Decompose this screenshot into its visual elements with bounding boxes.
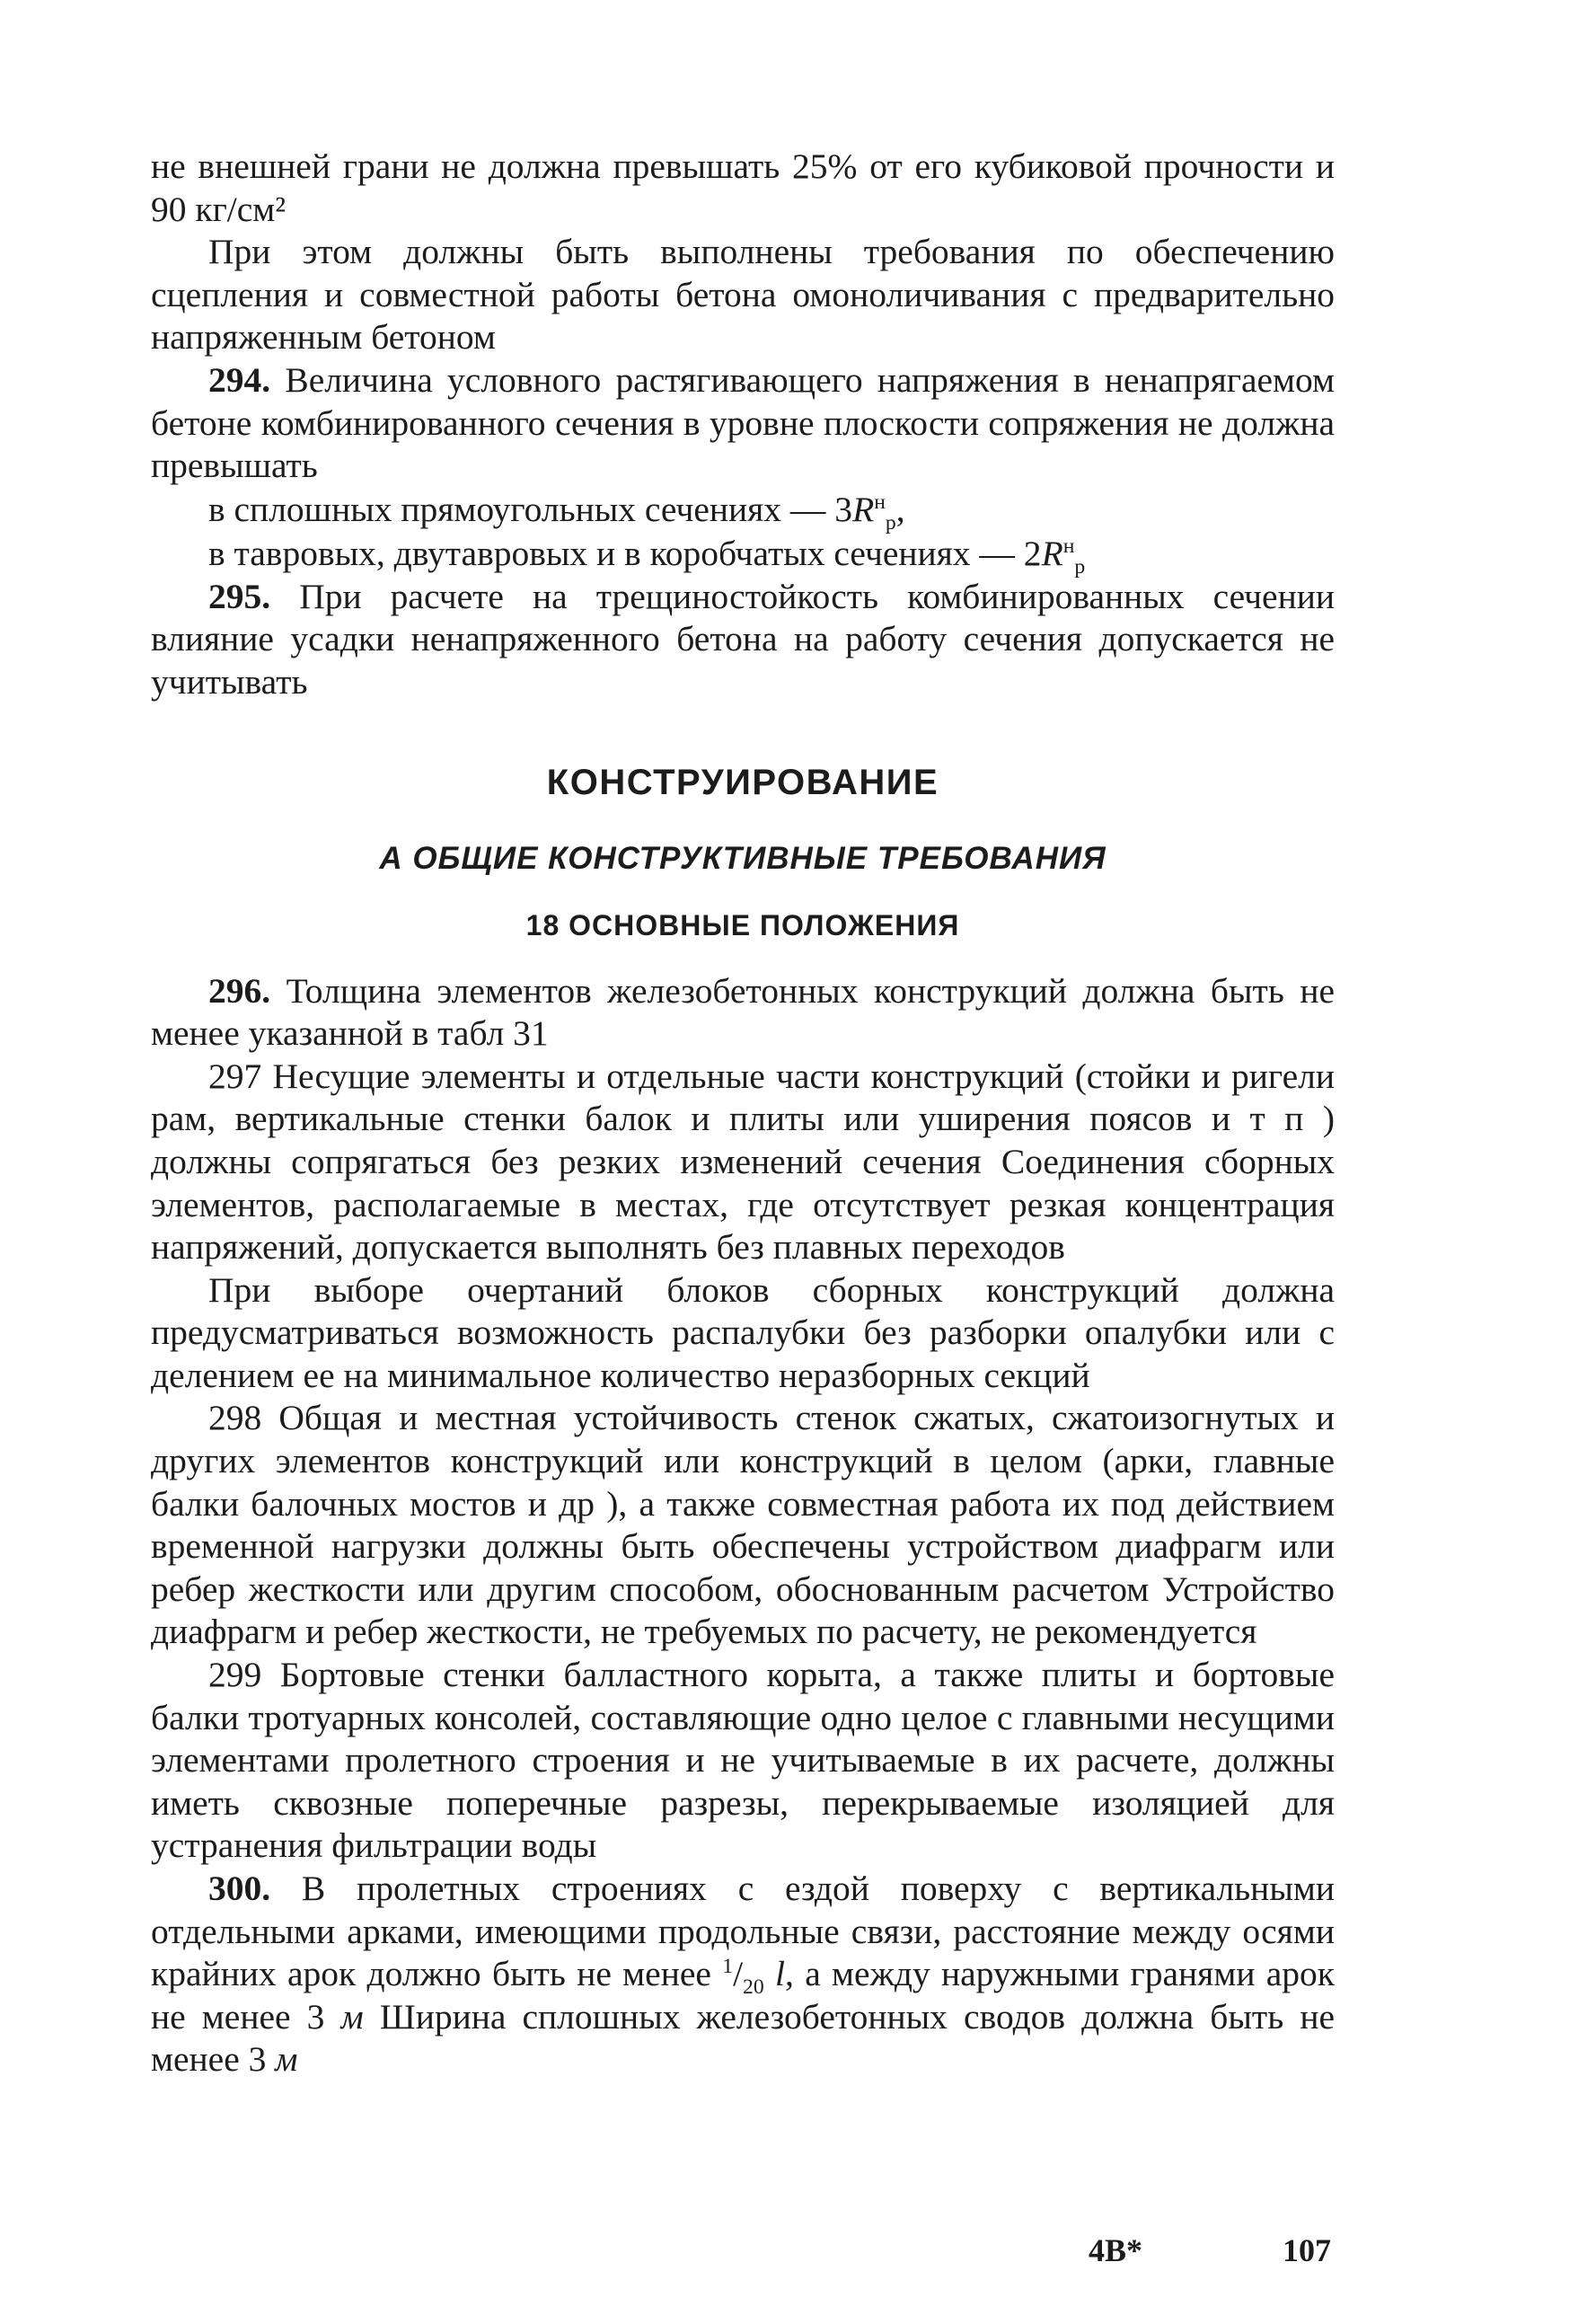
paragraph-295	[151, 576, 1335, 704]
paragraph-text: При расчете на трещиностойкость комбинированных сечении влияние усадки ненапряженного бетона на работу сечения допускается не учитывать	[151, 576, 1335, 702]
paragraph-300: 300. В пролетных строениях с ездой поверху с вертикальными отдельными арками, имеющими продольные связи, расстояние между осями крайних арок должно быть не менее $^1/_{20}$ l, а между наружными гранями арок не менее 3 м Ширина сплошных железобетонных сводов должна быть не менее 3 м	[151, 1869, 1335, 2080]
subsection-heading: 18 ОСНОВНЫЕ ПОЛОЖЕНИЯ	[525, 908, 960, 941]
unit-meter: м	[340, 1996, 364, 2037]
paragraph-text: Бортовые стенки балластного корыта, а также плиты и бортовые балки тротуарных консолей, составляющие одно целое с главными несущими элементами пролетного строения и не учитываемые в их расчете, должны иметь сквозные поперечные разрезы, перекрываемые изоляцией для устранения фильтрации воды	[151, 1655, 1335, 1866]
paragraph-continuation-2	[151, 231, 1335, 359]
paragraph-text: В пролетных строениях с ездой поверху с вертикальными отдельными арками, имеющими продольные связи, расстояние между осями крайних арок должно быть не менее	[151, 1869, 1335, 1994]
paragraph-text: Ширина сплошных железобетонных сводов должна быть не менее 3	[151, 1996, 1335, 2080]
paragraph-text: При этом должны быть выполнены требования по обеспечению сцепления и совместной работы бетона омоноличивания с предварительно напряженным бетоном	[151, 232, 1335, 358]
paragraph-number: 294.	[208, 359, 271, 400]
paragraph-298	[151, 1397, 1335, 1654]
fraction-numerator: 1	[722, 1955, 734, 1979]
formula-superscript: н	[1062, 534, 1075, 558]
paragraph-number: 295.	[208, 576, 271, 616]
page-number: 107	[1283, 2232, 1331, 2268]
paragraph-text: Общая и местная устойчивость стенок сжатых, сжатоизогнутых и других элементов конструкций или конструкций в целом (арки, главные балки балочных мостов и др ), а также совместная работа их под действием временной нагрузки должны быть обеспечены устройством диафрагм или ребер жесткости или другим способом, обоснованным расчетом Устройство диафрагм и ребер жесткости, не требуемых по расчету, не рекомендуется	[151, 1398, 1335, 1652]
printer-signature: 4В*	[1089, 2232, 1143, 2268]
chapter-heading: КОНСТРУИРОВАНИЕ	[546, 762, 939, 802]
formula-line-solid-sections	[151, 488, 1335, 535]
paragraph-number: 298	[208, 1398, 262, 1438]
paragraph-number: 296.	[208, 970, 271, 1011]
formula-superscript: н	[874, 490, 886, 514]
page-footer	[0, 2231, 1587, 2276]
paragraph-text: Толщина элементов железобетонных конструкций должна быть не менее указанной в табл 31	[151, 970, 1335, 1054]
paragraph-296	[151, 970, 1335, 1056]
page-body	[151, 146, 1335, 2081]
paragraph-text: , а между наружными гранями арок не менее 3	[151, 1954, 1335, 2037]
unit-meter: м	[275, 2039, 298, 2080]
fraction-denominator: 20	[743, 1975, 764, 2000]
paragraph-297-continued	[151, 1269, 1335, 1398]
formula-subscript: р	[885, 510, 896, 535]
paragraph-text: При выборе очертаний блоков сборных конструкций должна предусматриваться возможность распалубки без разборки опалубки или с делением ее на минимальное количество неразборных секций	[151, 1269, 1335, 1395]
section-heading: А ОБЩИЕ КОНСТРУКТИВНЫЕ ТРЕБОВАНИЯ	[379, 840, 1106, 876]
paragraph-294	[151, 359, 1335, 488]
paragraph-text: Несущие элементы и отдельные части конструкций (стойки и ригели рам, вертикальные стенки балок и плиты или уширения поясов и т п ) должны сопрягаться без резких изменений сечения Соединения сборных элементов, располагаемые в местах, где отсутствует резкая концентрация напряжений, допускается выполнять без плавных переходов	[151, 1056, 1335, 1268]
paragraph-continuation-1	[151, 146, 1335, 231]
paragraph-text: Величина условного растягивающего напряжения в ненапрягаемом бетоне комбинированного сечения в уровне плоскости сопряжения не должна превышать	[151, 359, 1335, 486]
paragraph-number: 299	[208, 1655, 262, 1695]
paragraph-297	[151, 1056, 1335, 1269]
formula-symbol-R: R	[852, 489, 875, 529]
paragraph-299	[151, 1654, 1335, 1868]
formula-punct: ,	[895, 489, 905, 529]
formula-subscript: р	[1074, 554, 1086, 579]
paragraph-number: 297	[208, 1056, 262, 1096]
formula-text: в сплошных прямоугольных сечениях — 3	[208, 489, 853, 529]
formula-symbol-R: R	[1041, 533, 1063, 573]
paragraph-number: 300.	[208, 1869, 271, 1908]
formula-text: в тавровых, двутавровых и в коробчатых сечениях — 2	[208, 533, 1042, 573]
formula-line-tee-sections	[151, 532, 1335, 579]
paragraph-text: не внешней грани не должна превышать 25% от его кубиковой прочности и 90 кг/см²	[151, 146, 1335, 229]
span-length-symbol: l	[775, 1954, 786, 1994]
